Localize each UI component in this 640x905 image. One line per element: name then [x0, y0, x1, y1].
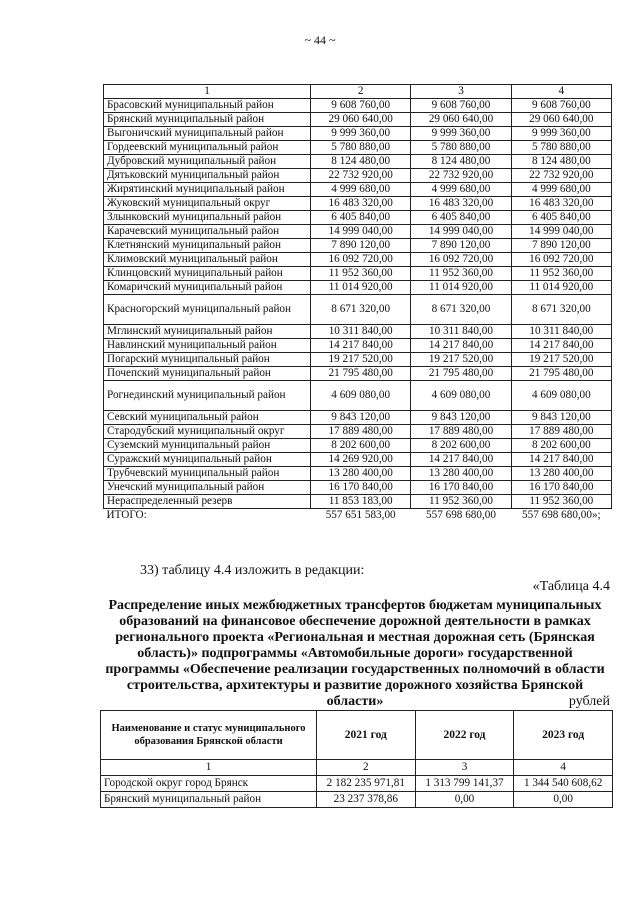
- value-col-4: 10 311 840,00: [511, 325, 611, 339]
- municipality-name: Брянский муниципальный район: [101, 792, 317, 808]
- value-col-3: 8 202 600,00: [411, 439, 511, 453]
- municipality-name: Севский муниципальный район: [104, 411, 311, 425]
- value-col-2: 16 092 720,00: [311, 253, 411, 267]
- table-row: [101, 792, 613, 808]
- value-col-2: 21 795 480,00: [311, 367, 411, 381]
- value-col-4: 4 999 680,00: [511, 183, 611, 197]
- municipality-name: Комаричский муниципальный район: [104, 281, 311, 295]
- value-col-4: 8 202 600,00: [511, 439, 611, 453]
- value-col-2: 16 170 840,00: [311, 481, 411, 495]
- value-col-4: 16 170 840,00: [511, 481, 611, 495]
- table-row: [104, 113, 612, 127]
- header-2022: 2022 год: [415, 711, 514, 760]
- number-cell: 2: [317, 760, 416, 776]
- header-2021: 2021 год: [317, 711, 416, 760]
- table-number-row: [101, 760, 613, 776]
- amount-2022: 1 313 799 141,37: [415, 776, 514, 792]
- value-col-3: 11 952 360,00: [411, 267, 511, 281]
- value-col-4: 9 608 760,00: [511, 99, 611, 113]
- table-reference: «Таблица 4.4: [532, 579, 610, 594]
- header-col-1: 1: [104, 85, 311, 99]
- table-row: [104, 381, 612, 411]
- table-row: [104, 225, 612, 239]
- value-col-4: 16 483 320,00: [511, 197, 611, 211]
- number-cell: 3: [415, 760, 514, 776]
- table-header-row: [101, 711, 613, 760]
- value-col-4: 29 060 640,00: [511, 113, 611, 127]
- value-col-2: 9 999 360,00: [311, 127, 411, 141]
- municipality-name: Рогнединский муниципальный район: [104, 381, 311, 411]
- amount-2023: 1 344 540 608,62: [514, 776, 613, 792]
- value-col-2: 11 853 183,00: [311, 495, 411, 509]
- page-number: ~ 44 ~: [304, 33, 336, 47]
- amount-2023: 0,00: [514, 792, 613, 808]
- value-col-2: 16 483 320,00: [311, 197, 411, 211]
- value-col-4: 16 092 720,00: [511, 253, 611, 267]
- municipality-name: Навлинский муниципальный район: [104, 339, 311, 353]
- value-col-3: 9 999 360,00: [411, 127, 511, 141]
- value-col-2: 4 999 680,00: [311, 183, 411, 197]
- value-col-3: 21 795 480,00: [411, 367, 511, 381]
- value-col-4: 19 217 520,00: [511, 353, 611, 367]
- municipality-name: Красногорский муниципальный район: [104, 295, 311, 325]
- value-col-4: 14 999 040,00: [511, 225, 611, 239]
- value-col-2: 9 608 760,00: [311, 99, 411, 113]
- municipality-name: Трубчевский муниципальный район: [104, 467, 311, 481]
- value-col-3: 5 780 880,00: [411, 141, 511, 155]
- municipality-name: Суземский муниципальный район: [104, 439, 311, 453]
- value-col-2: 11 014 920,00: [311, 281, 411, 295]
- value-col-2: 6 405 840,00: [311, 211, 411, 225]
- municipality-name: Злынковский муниципальный район: [104, 211, 311, 225]
- value-col-2: 17 889 480,00: [311, 425, 411, 439]
- value-col-2: 11 952 360,00: [311, 267, 411, 281]
- value-col-4: 11 952 360,00: [511, 267, 611, 281]
- value-col-4: 9 843 120,00: [511, 411, 611, 425]
- table-row: [104, 453, 612, 467]
- municipality-name: Клетнянский муниципальный район: [104, 239, 311, 253]
- value-col-4: 6 405 840,00: [511, 211, 611, 225]
- value-col-3: 11 014 920,00: [411, 281, 511, 295]
- value-col-3: 14 217 840,00: [411, 339, 511, 353]
- value-col-3: 16 170 840,00: [411, 481, 511, 495]
- municipality-name: Дятьковский муниципальный район: [104, 169, 311, 183]
- value-col-2: 14 999 040,00: [311, 225, 411, 239]
- table-row: [104, 367, 612, 381]
- value-col-2: 14 217 840,00: [311, 339, 411, 353]
- table-row: [101, 776, 613, 792]
- table-row: [104, 295, 612, 325]
- unit-label: рублей: [568, 694, 610, 709]
- municipality-name: Гордеевский муниципальный район: [104, 141, 311, 155]
- municipality-name: Жуковский муниципальный округ: [104, 197, 311, 211]
- value-col-3: 17 889 480,00: [411, 425, 511, 439]
- municipality-name: Жирятинский муниципальный район: [104, 183, 311, 197]
- value-col-4: 5 780 880,00: [511, 141, 611, 155]
- value-col-3: 14 217 840,00: [411, 453, 511, 467]
- value-col-3: 8 124 480,00: [411, 155, 511, 169]
- amount-2021: 23 237 378,86: [317, 792, 416, 808]
- value-col-4: 14 217 840,00: [511, 339, 611, 353]
- value-col-2: 4 609 080,00: [311, 381, 411, 411]
- value-col-2: 19 217 520,00: [311, 353, 411, 367]
- table-row: [104, 495, 612, 509]
- value-col-2: 9 843 120,00: [311, 411, 411, 425]
- value-col-4: 9 999 360,00: [511, 127, 611, 141]
- header-2023: 2023 год: [514, 711, 613, 760]
- municipality-name: Суражский муниципальный район: [104, 453, 311, 467]
- municipality-name: Унечский муниципальный район: [104, 481, 311, 495]
- table-row: [104, 425, 612, 439]
- value-col-2: 10 311 840,00: [311, 325, 411, 339]
- value-col-2: 8 202 600,00: [311, 439, 411, 453]
- value-col-2: 8 124 480,00: [311, 155, 411, 169]
- table-row: [104, 253, 612, 267]
- table-row: [104, 467, 612, 481]
- table-row: [104, 211, 612, 225]
- municipality-name: Стародубский муниципальный округ: [104, 425, 311, 439]
- table-row: [104, 411, 612, 425]
- paragraph-33: 33) таблицу 4.4 изложить в редакции:: [140, 563, 365, 578]
- value-col-3: 10 311 840,00: [411, 325, 511, 339]
- value-col-3: 4 609 080,00: [411, 381, 511, 411]
- value-col-2: 7 890 120,00: [311, 239, 411, 253]
- value-col-3: 16 483 320,00: [411, 197, 511, 211]
- value-col-4: 11 952 360,00: [511, 495, 611, 509]
- table-row: [104, 239, 612, 253]
- table-row: [104, 281, 612, 295]
- table-row: [104, 99, 612, 113]
- value-col-4: 17 889 480,00: [511, 425, 611, 439]
- table-row: [104, 127, 612, 141]
- transfers-table-continued: [103, 84, 612, 522]
- value-col-3: 22 732 920,00: [411, 169, 511, 183]
- value-col-4: 8 671 320,00: [511, 295, 611, 325]
- value-col-3: 4 999 680,00: [411, 183, 511, 197]
- total-col-2: 557 651 583,00: [311, 509, 411, 523]
- total-col-3: 557 698 680,00: [411, 509, 511, 523]
- table-row: [104, 353, 612, 367]
- value-col-3: 13 280 400,00: [411, 467, 511, 481]
- municipality-name: Городской округ город Брянск: [101, 776, 317, 792]
- table-row: [104, 197, 612, 211]
- municipality-name: Карачевский муниципальный район: [104, 225, 311, 239]
- value-col-3: 8 671 320,00: [411, 295, 511, 325]
- value-col-4: 8 124 480,00: [511, 155, 611, 169]
- municipality-name: Клинцовский муниципальный район: [104, 267, 311, 281]
- number-cell: 4: [514, 760, 613, 776]
- municipality-name: Погарский муниципальный район: [104, 353, 311, 367]
- table-4-4: [100, 710, 613, 808]
- table-row: [104, 169, 612, 183]
- value-col-3: 29 060 640,00: [411, 113, 511, 127]
- value-col-3: 14 999 040,00: [411, 225, 511, 239]
- value-col-2: 13 280 400,00: [311, 467, 411, 481]
- amount-2022: 0,00: [415, 792, 514, 808]
- value-col-4: 11 014 920,00: [511, 281, 611, 295]
- amount-2021: 2 182 235 971,81: [317, 776, 416, 792]
- municipality-name: Почепский муниципальный район: [104, 367, 311, 381]
- table-row: [104, 141, 612, 155]
- value-col-3: 7 890 120,00: [411, 239, 511, 253]
- table-heading: Распределение иных межбюджетных трансфертов бюджетам муниципальных образований на финансовое обеспечение дорожной деятельности в рамках регионального проекта «Региональная и местная дорожная сеть (Брянская область)» подпрограммы «Автомобильные дороги» государственной программы «Обеспечение реализации государственных полномочий в области строительства, архитектуры и развитие дорожного хозяйства Брянской области»: [105, 598, 605, 709]
- municipality-name: Выгоничский муниципальный район: [104, 127, 311, 141]
- value-col-3: 9 608 760,00: [411, 99, 511, 113]
- table-row: [104, 439, 612, 453]
- municipality-name: Нераспределенный резерв: [104, 495, 311, 509]
- header-col-4: 4: [511, 85, 611, 99]
- table-row: [104, 325, 612, 339]
- value-col-2: 22 732 920,00: [311, 169, 411, 183]
- value-col-4: 21 795 480,00: [511, 367, 611, 381]
- header-name: Наименование и статус муниципального образования Брянской области: [101, 711, 317, 760]
- value-col-4: 14 217 840,00: [511, 453, 611, 467]
- table-row: [104, 267, 612, 281]
- total-label: ИТОГО:: [104, 509, 311, 523]
- value-col-4: 4 609 080,00: [511, 381, 611, 411]
- municipality-name: Климовский муниципальный район: [104, 253, 311, 267]
- table-row: [104, 481, 612, 495]
- total-row: [104, 509, 612, 523]
- value-col-2: 5 780 880,00: [311, 141, 411, 155]
- value-col-3: 16 092 720,00: [411, 253, 511, 267]
- value-col-4: 7 890 120,00: [511, 239, 611, 253]
- municipality-name: Мглинский муниципальный район: [104, 325, 311, 339]
- value-col-3: 6 405 840,00: [411, 211, 511, 225]
- value-col-3: 9 843 120,00: [411, 411, 511, 425]
- value-col-3: 19 217 520,00: [411, 353, 511, 367]
- municipality-name: Дубровский муниципальный район: [104, 155, 311, 169]
- value-col-4: 22 732 920,00: [511, 169, 611, 183]
- table-header-row: [104, 85, 612, 99]
- municipality-name: Брянский муниципальный район: [104, 113, 311, 127]
- municipality-name: Брасовский муниципальный район: [104, 99, 311, 113]
- number-cell: 1: [101, 760, 317, 776]
- value-col-2: 29 060 640,00: [311, 113, 411, 127]
- value-col-3: 11 952 360,00: [411, 495, 511, 509]
- table-row: [104, 339, 612, 353]
- total-col-4: 557 698 680,00»;: [511, 509, 611, 523]
- value-col-2: 14 269 920,00: [311, 453, 411, 467]
- value-col-2: 8 671 320,00: [311, 295, 411, 325]
- header-col-3: 3: [411, 85, 511, 99]
- table-row: [104, 183, 612, 197]
- header-col-2: 2: [311, 85, 411, 99]
- table-row: [104, 155, 612, 169]
- value-col-4: 13 280 400,00: [511, 467, 611, 481]
